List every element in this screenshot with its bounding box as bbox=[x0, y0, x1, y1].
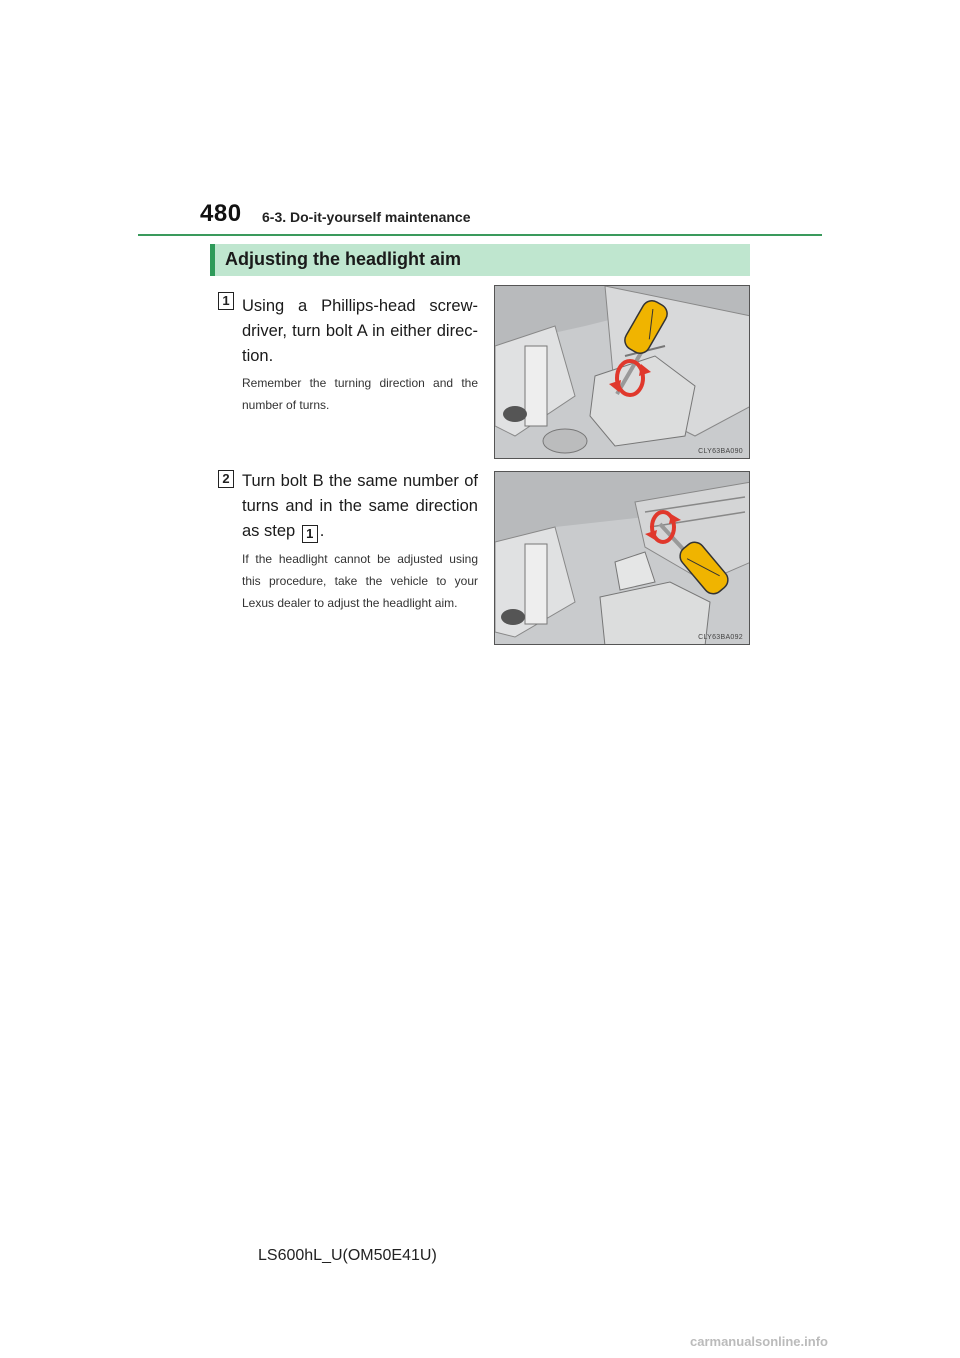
step-2-text bbox=[242, 469, 478, 544]
step-2-ref-badge: 1 bbox=[302, 525, 318, 543]
step-2-figure-code: CLY63BA092 bbox=[698, 634, 743, 641]
step-1-note: Remember the turning direction and the number of turns. bbox=[242, 376, 478, 412]
step-2-badge: 2 bbox=[218, 470, 234, 488]
header-rule bbox=[138, 234, 822, 236]
step-1-figure bbox=[494, 285, 750, 459]
section-heading bbox=[210, 244, 750, 276]
footer-model-code: LS600hL_U(OM50E41U) bbox=[258, 1247, 437, 1264]
watermark: carmanualsonline.info bbox=[690, 1334, 828, 1349]
step-1-badge: 1 bbox=[218, 292, 234, 310]
step-2-text-before: Turn bolt B the same number of turns and in the same direction as step bbox=[242, 472, 478, 540]
step-2-illustration bbox=[495, 472, 750, 645]
step-1-text: Using a Phillips-head screw-driver, turn bolt A in either direc-tion. bbox=[242, 297, 478, 365]
section-heading-text: Adjusting the headlight aim bbox=[225, 249, 462, 269]
step-1-illustration bbox=[495, 286, 750, 459]
section-title: 6-3. Do-it-yourself maintenance bbox=[262, 209, 471, 225]
page-number: 480 bbox=[200, 200, 242, 227]
step-2-text-after: . bbox=[319, 522, 325, 540]
step-2-figure bbox=[494, 471, 750, 645]
step-2-note: If the headlight cannot be adjusted using this procedure, take the vehicle to your Lexus dealer to adjust the headlight aim. bbox=[242, 552, 478, 610]
step-1-figure-code: CLY63BA090 bbox=[698, 448, 743, 455]
